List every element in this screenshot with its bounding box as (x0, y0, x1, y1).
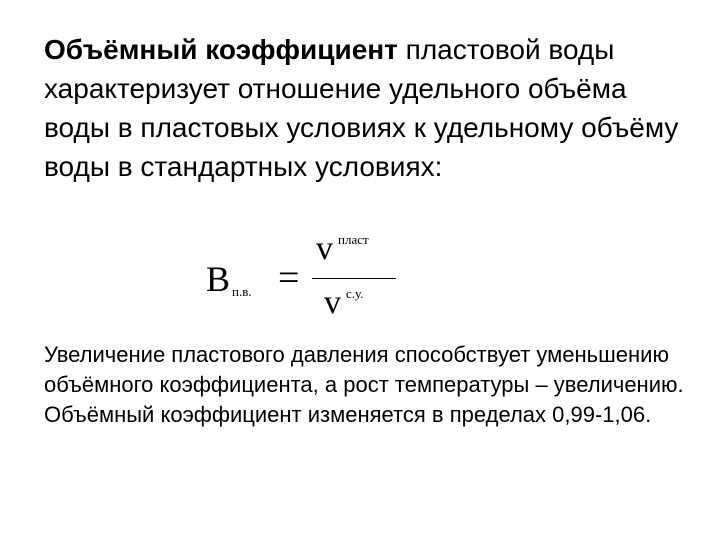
formula-numerator-superscript: пласт (338, 232, 369, 247)
formula-equals: = (278, 257, 300, 299)
formula-denominator: v (324, 284, 341, 321)
formula-numerator: v (316, 230, 333, 267)
pressure-temperature-paragraph: Увеличение пластового давления способствует уменьшению объёмного коэффициента, а рост температуры – увеличению. Объёмный коэффициент изменяется в пределах 0,99-1,06. (44, 342, 684, 427)
formula-lhs-subscript: п.в. (232, 284, 252, 299)
formula-denominator-superscript: с.у. (346, 286, 364, 301)
formula-lhs: B (206, 259, 231, 299)
definition-paragraph (44, 30, 694, 186)
fraction-line (312, 278, 396, 279)
definition-term: Объёмный коэффициент (44, 34, 398, 65)
volume-factor-formula (200, 228, 420, 328)
definition-text: пластовой воды характеризует отношение удельного объёма воды в пластовых условиях к удельному объёму воды в стандартных условиях: (44, 34, 679, 182)
